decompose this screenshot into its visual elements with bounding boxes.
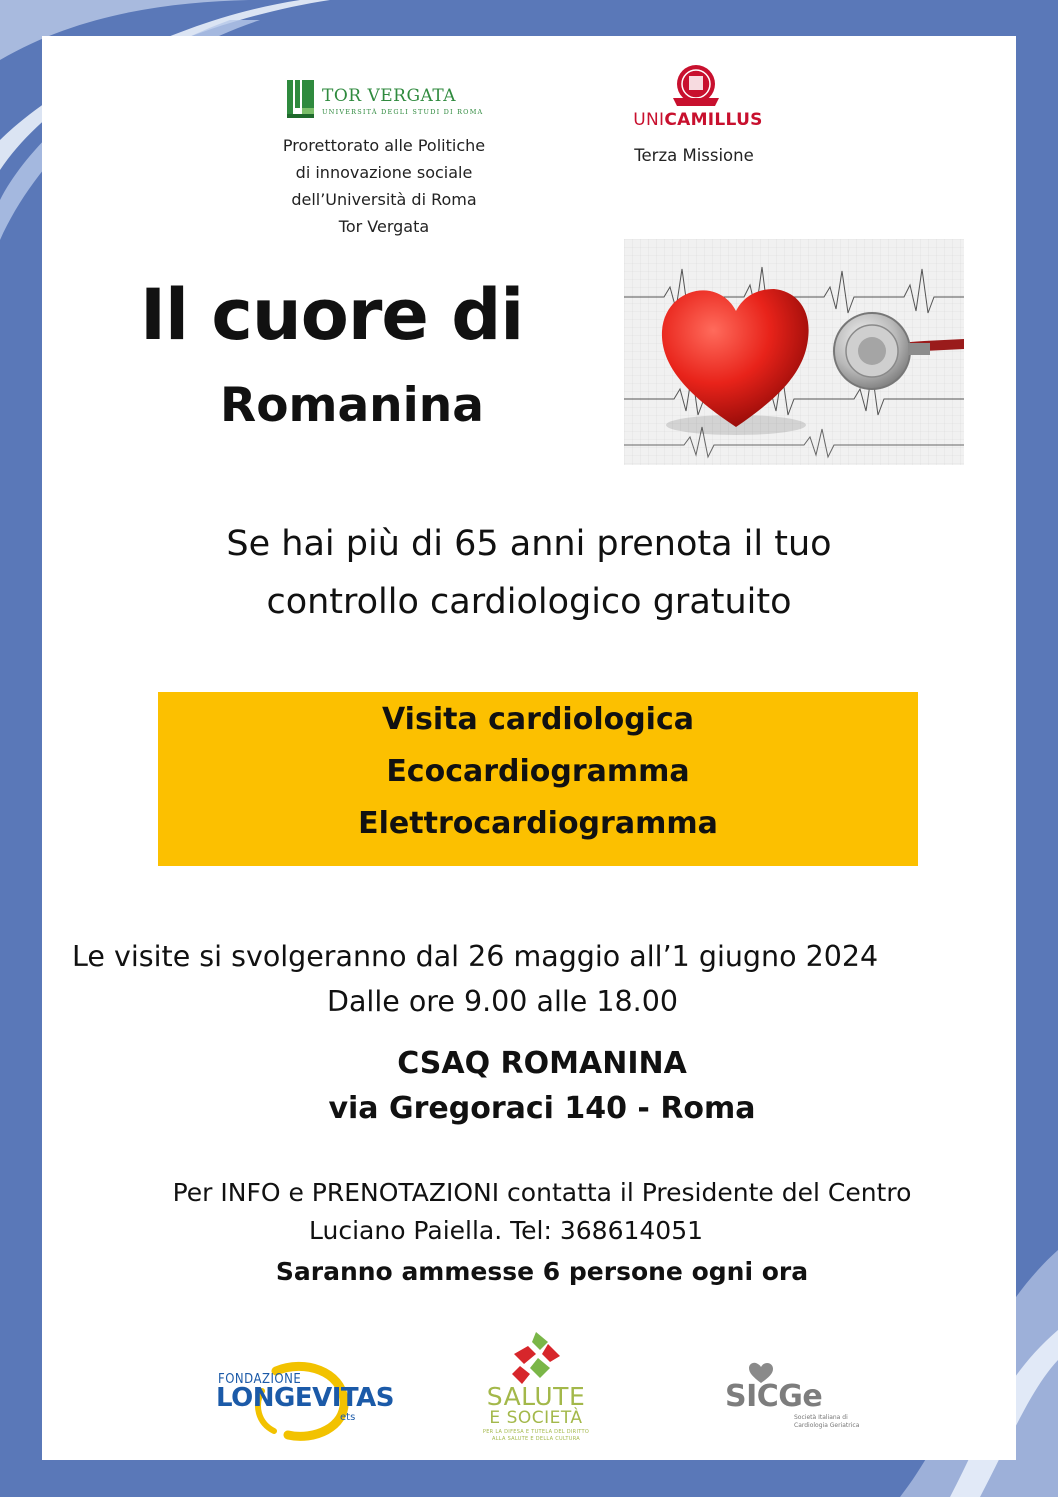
unicamillus-camillus: CAMILLUS bbox=[664, 110, 763, 130]
unicamillus-seal-icon bbox=[669, 62, 723, 110]
salute-societa-hands-icon bbox=[504, 1328, 568, 1388]
tor-vergata-desc-line: Tor Vergata bbox=[338, 217, 430, 236]
info-note: Saranno ammesse 6 persone ogni ora bbox=[275, 1257, 809, 1286]
flyer-page bbox=[42, 36, 1016, 1460]
longevitas-name: LONGEVITAS bbox=[216, 1383, 394, 1413]
services-box bbox=[158, 692, 918, 866]
longevitas-suffix: ets bbox=[340, 1412, 356, 1423]
location-name: CSAQ ROMANINA bbox=[397, 1046, 687, 1081]
unicamillus-uni: UNI bbox=[633, 110, 665, 130]
tor-vergata-name: TOR VERGATA bbox=[322, 86, 457, 106]
unicamillus-name bbox=[618, 110, 778, 130]
page-title: Il cuore di bbox=[140, 274, 524, 356]
service-item: Ecocardiogramma bbox=[386, 754, 690, 789]
subtitle-line: controllo cardiologico gratuito bbox=[266, 582, 792, 622]
location-address: via Gregoraci 140 - Roma bbox=[328, 1091, 756, 1126]
service-item: Visita cardiologica bbox=[381, 702, 694, 737]
tor-vergata-description bbox=[224, 132, 544, 240]
service-item: Elettrocardiogramma bbox=[358, 806, 718, 841]
tor-vergata-subtitle: UNIVERSITÀ DEGLI STUDI DI ROMA bbox=[322, 108, 484, 116]
longevitas-top: FONDAZIONE bbox=[218, 1372, 302, 1387]
schedule-dates: Le visite si svolgeranno dal 26 maggio all’1 giugno 2024 bbox=[72, 940, 879, 973]
subtitle-line: Se hai più di 65 anni prenota il tuo bbox=[226, 524, 832, 564]
schedule-hours: Dalle ore 9.00 alle 18.00 bbox=[327, 985, 678, 1018]
tor-vergata-desc-line: di innovazione sociale bbox=[295, 163, 473, 182]
sicge-name: SICGe bbox=[725, 1379, 823, 1414]
info-contact: Per INFO e PRENOTAZIONI contatta il Presidente del Centro bbox=[172, 1178, 912, 1207]
unicamillus-subtitle: Terza Missione bbox=[634, 146, 754, 165]
salute-societa-line1: SALUTE bbox=[486, 1382, 586, 1411]
page-title-location: Romanina bbox=[220, 378, 484, 433]
sicge-tagline: Società Italiana di Cardiologia Geriatrica bbox=[794, 1414, 860, 1429]
salute-societa-line2: E SOCIETÀ bbox=[489, 1408, 583, 1428]
info-phone: Luciano Paiella. Tel: 368614051 bbox=[309, 1216, 704, 1245]
tor-vergata-desc-line: dell’Università di Roma bbox=[291, 190, 477, 209]
heart-stethoscope-ecg-photo bbox=[624, 239, 964, 465]
salute-societa-tagline: PER LA DIFESA E TUTELA DEL DIRITTO ALLA SALUTE E DELLA CULTURA bbox=[482, 1429, 590, 1442]
tor-vergata-desc-line: Prorettorato alle Politiche bbox=[282, 136, 486, 155]
